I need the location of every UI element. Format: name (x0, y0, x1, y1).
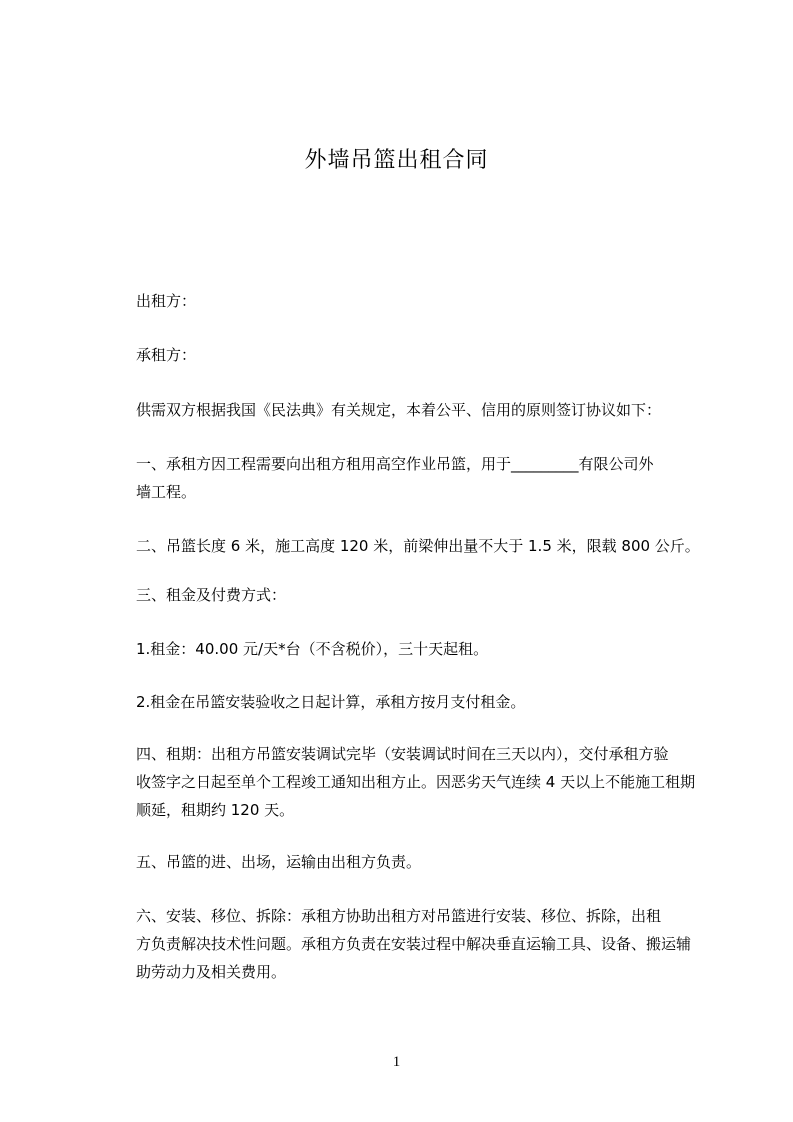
lessee-label: 承租方： (136, 346, 197, 364)
intro-paragraph: 供需双方根据我国《民法典》有关规定，本着公平、信用的原则签订协议如下： (136, 401, 662, 419)
clause-3-heading: 三、租金及付费方式： (136, 586, 287, 604)
clause-1-line-2: 墙工程。 (136, 483, 197, 501)
lessor-label: 出租方： (136, 292, 197, 310)
clause-3-item-1: 1.租金：40.00 元/天*台（不含税价），三十天起租。 (136, 640, 489, 658)
clause-4-line-3: 顺延，租期约 120 天。 (136, 801, 295, 819)
clause-4-line-1: 四、租期：出租方吊篮安装调试完毕（安装调试时间在三天以内），交付承租方验 (136, 745, 669, 763)
page-number: 1 (392, 1054, 401, 1070)
clause-6-line-3: 助劳动力及相关费用。 (136, 963, 287, 981)
document-title: 外墙吊篮出租合同 (304, 148, 489, 173)
clause-3-item-2: 2.租金在吊篮安装验收之日起计算，承租方按月支付租金。 (136, 693, 526, 711)
clause-5: 五、吊篮的进、出场，运输由出租方负责。 (136, 853, 422, 871)
clause-6-line-2: 方负责解决技术性问题。承租方负责在安装过程中解决垂直运输工具、设备、搬运辅 (136, 935, 692, 953)
clause-2: 二、吊篮长度 6 米，施工高度 120 米，前梁伸出量不大于 1.5 米，限载 800 公斤。 (136, 537, 700, 555)
clause-1-line-1: 一、承租方因工程需要向出租方租用高空作业吊篮，用于_________有限公司外 (136, 455, 654, 473)
clause-4-line-2: 收签字之日起至单个工程竣工通知出租方止。因恶劣天气连续 4 天以上不能施工租期 (136, 773, 696, 791)
clause-6-line-1: 六、安装、移位、拆除：承租方协助出租方对吊篮进行安装、移位、拆除，出租 (136, 907, 662, 925)
